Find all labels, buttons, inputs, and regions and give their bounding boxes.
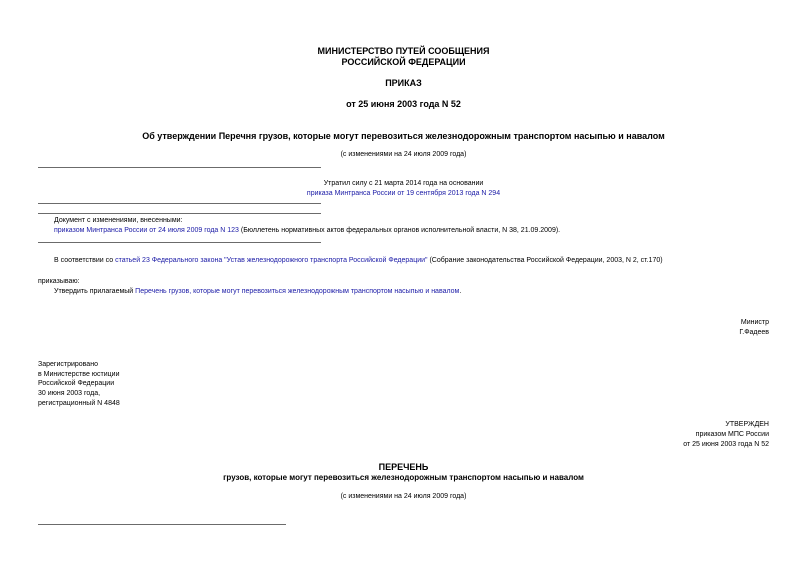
registration-line3: Российской Федерации [38, 380, 115, 387]
signature-name: Г.Фадеев [739, 329, 769, 336]
document-type: ПРИКАЗ [385, 78, 422, 88]
registration-line4: 30 июня 2003 года, [38, 390, 101, 397]
list-subtitle: грузов, которые могут перевозиться железнодорожным транспортом насыпью и навалом [223, 473, 584, 482]
divider [38, 524, 286, 525]
ordered-word: приказываю: [38, 278, 80, 285]
divider [38, 213, 321, 214]
registration-line5: регистрационный N 4848 [38, 400, 120, 407]
approved-line1: УТВЕРЖДЕН [725, 421, 769, 428]
amendments-note: (с изменениями на 24 июля 2009 года) [340, 151, 467, 158]
amendment-doc-heading: Документ с изменениями, внесенными: [54, 217, 183, 224]
preamble [54, 257, 663, 264]
amendment-doc-source: (Бюллетень нормативных актов федеральных органов исполнительной власти, N 38, 21.09.2009). [238, 227, 561, 234]
registration-line1: Зарегистрировано [38, 361, 98, 368]
signature-position: Министр [740, 319, 769, 326]
approved-line3: от 25 июня 2003 года N 52 [683, 441, 769, 448]
amendment-order-link[interactable]: приказом Минтранса России от 24 июля 2009 года N 123 [54, 227, 239, 234]
preamble-prefix: В соответствии со [54, 257, 116, 264]
registration-line2: в Министерстве юстиции [38, 371, 120, 378]
divider [38, 242, 321, 243]
list-title: ПЕРЕЧЕНЬ [378, 462, 429, 472]
expiry-order-link[interactable]: приказа Минтранса России от 19 сентября 2013 года N 294 [306, 190, 501, 197]
divider [38, 167, 321, 168]
federal-law-link[interactable]: статьей 23 Федерального закона "Устав железнодорожного транспорта Российской Федерации" [115, 257, 428, 264]
divider [38, 203, 321, 204]
approve-line [54, 288, 461, 295]
expiry-note-text: Утратил силу с 21 марта 2014 года на основании [323, 180, 484, 187]
expiry-note-line [0, 180, 807, 187]
amendment-doc-line [54, 227, 560, 234]
expiry-note-link-line [0, 190, 807, 197]
cargo-list-link[interactable]: Перечень грузов, которые могут перевозиться железнодорожным транспортом насыпью и навалом [135, 288, 460, 295]
document-subject: Об утверждении Перечня грузов, которые могут перевозиться железнодорожным транспортом насыпью и навалом [142, 131, 665, 141]
list-amendments-note: (с изменениями на 24 июля 2009 года) [340, 493, 467, 500]
document-date: от 25 июня 2003 года N 52 [346, 99, 461, 109]
approve-tail: . [459, 288, 462, 295]
approve-prefix: Утвердить прилагаемый [54, 288, 136, 295]
approved-line2: приказом МПС России [695, 431, 769, 438]
preamble-source: (Собрание законодательства Российской Федерации, 2003, N 2, ст.170) [427, 257, 663, 264]
ministry-name-line1: МИНИСТЕРСТВО ПУТЕЙ СООБЩЕНИЯ [317, 46, 490, 56]
ministry-name-line2: РОССИЙСКОЙ ФЕДЕРАЦИИ [341, 57, 466, 67]
